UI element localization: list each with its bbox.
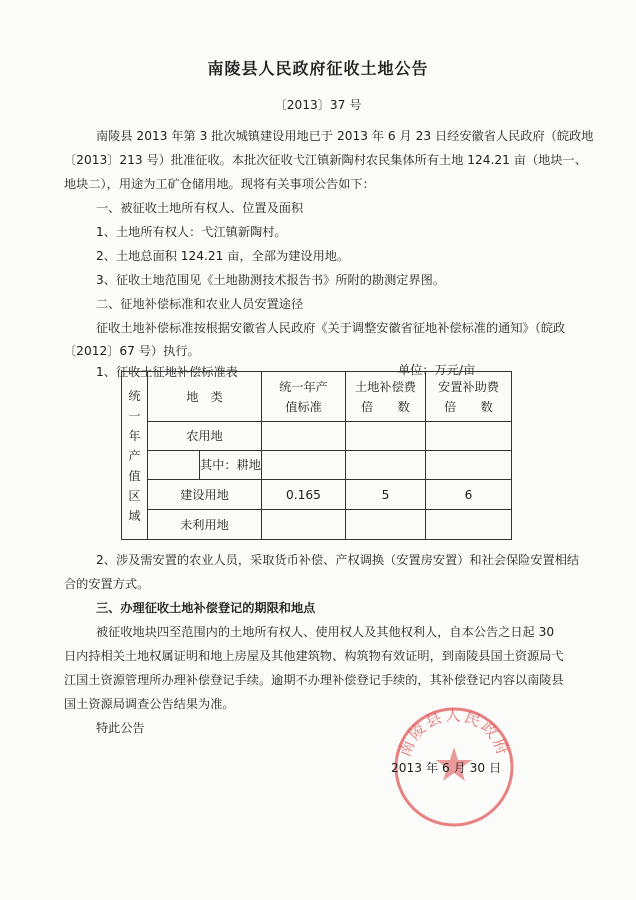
section-1-item-2: 2、土地总面积 124.21 亩，全部为建设用地。 [96, 249, 350, 263]
comp-cell [346, 422, 426, 451]
section-3-para-line-1: 被征收地块四至范围内的土地所有权人、使用权人及其他权利人，自本公告之日起 30 [96, 625, 555, 639]
table-row [122, 451, 512, 480]
resettle-cell [426, 422, 512, 451]
table-label: 1、征收土征地补偿标准表 [96, 365, 238, 379]
intro-line-1: 南陵县 2013 年第 3 批次城镇建设用地已于 2013 年 6 月 23 日经安徽省人民政府（皖政地 [96, 129, 594, 143]
land-type-cell: 未利用地 [148, 510, 262, 540]
section-2-item-2-line-2: 合的安置方式。 [64, 577, 150, 591]
region-side-header: 统 一 年 产 值 区 域 [122, 372, 148, 540]
resettle-cell [426, 451, 512, 480]
section-2-para-line-2: 〔2012〕67 号）执行。 [64, 344, 200, 358]
seal-text: 南陵县人民政府 [394, 705, 514, 760]
land-type-cell: 建设用地 [148, 480, 262, 510]
column-header-land-type: 地 类 [148, 372, 262, 422]
issue-date: 2013 年 6 月 30 日 [391, 761, 502, 775]
column-header-land-compensation: 土地补偿费 倍 数 [346, 372, 426, 422]
section-1-item-1: 1、土地所有权人：弋江镇新陶村。 [96, 225, 287, 239]
value-cell [262, 510, 346, 540]
section-1-heading: 一、被征收土地所有权人、位置及面积 [96, 201, 304, 215]
value-cell: 0.165 [262, 480, 346, 510]
section-2-para-line-1: 征收土地补偿标准按根据安徽省人民政府《关于调整安徽省征地补偿标准的通知》（皖政 [96, 321, 566, 335]
resettle-cell: 6 [426, 480, 512, 510]
section-1-item-3: 3、征收土地范围见《土地勘测技术报告书》所附的勘测定界图。 [96, 273, 446, 287]
value-cell [262, 422, 346, 451]
table-row [122, 480, 512, 510]
column-header-annual-value: 统一年产 值标准 [262, 372, 346, 422]
table-row [122, 422, 512, 451]
section-2-item-2-line-1: 2、涉及需安置的农业人员，采取货币补偿、产权调换（安置房安置）和社会保险安置相结 [96, 553, 580, 567]
land-type-cell: 农用地 [148, 422, 262, 451]
table-unit: 单位：万元/亩 [398, 363, 476, 377]
comp-cell [346, 451, 426, 480]
section-2-heading: 二、征地补偿标准和农业人员安置途径 [96, 297, 304, 311]
comp-cell [346, 510, 426, 540]
comp-cell: 5 [346, 480, 426, 510]
table-row [122, 510, 512, 540]
page-title: 南陵县人民政府征收土地公告 [207, 59, 429, 78]
section-3-heading: 三、办理征收土地补偿登记的期限和地点 [96, 601, 316, 615]
section-3-para-line-4: 国土资源局调查公告结果为准。 [64, 697, 235, 711]
resettle-cell [426, 510, 512, 540]
value-cell [262, 451, 346, 480]
intro-line-2: 〔2013〕213 号）批准征收。本批次征收弋江镇新陶村农民集体所有土地 124.21 亩（地块一、 [64, 153, 587, 167]
column-header-resettlement-subsidy: 安置补助费 倍 数 [426, 372, 512, 422]
intro-line-3: 地块二），用途为工矿仓储用地。现将有关事项公告如下： [64, 177, 375, 191]
land-type-cell: 其中：耕地 [200, 451, 262, 480]
closing-text: 特此公告 [96, 721, 145, 735]
document-number: 〔2013〕37 号 [274, 98, 362, 112]
section-3-para-line-2: 日内持相关土地权属证明和地上房屋及其他建筑物、构筑物有效证明，到南陵县国土资源局弋 [64, 649, 564, 663]
compensation-table [121, 371, 512, 540]
section-3-para-line-3: 江国土资源管理所办理补偿登记手续。逾期不办理补偿登记手续的，其补偿登记内容以南陵县 [64, 673, 564, 687]
